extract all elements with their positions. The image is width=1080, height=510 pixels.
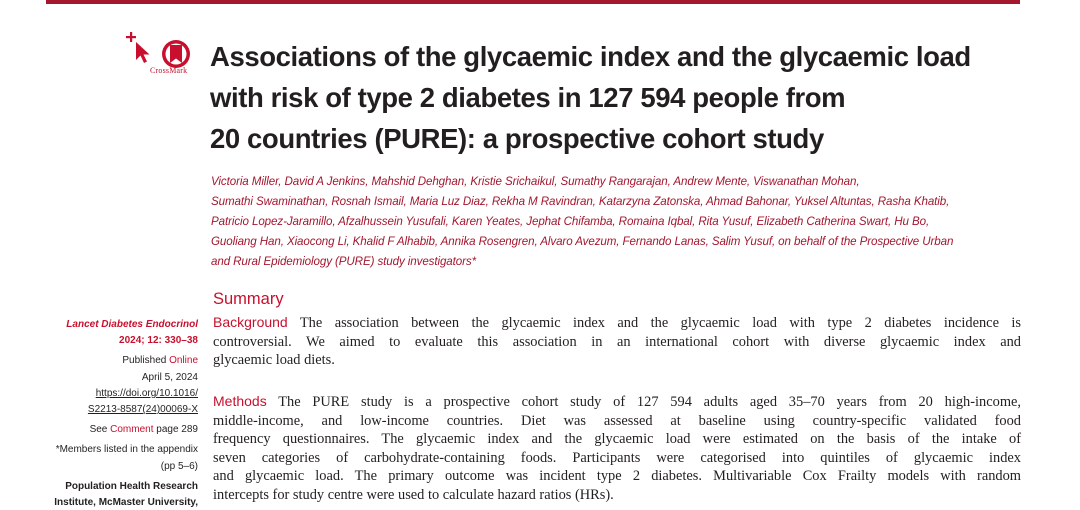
abstract-line [213,392,1021,412]
header-rule [46,0,1020,4]
abstract-text: The PURE study is a prospective cohort study of 127 594 adults aged 35–70 years from 20 high-income, [266,394,1021,410]
doi-link[interactable]: S2213-8587(24)00069-X [87,404,198,416]
summary-heading: Summary [213,290,284,308]
abstract-line: controversial. We aimed to evaluate this association in an international cohort with diverse glycaemic index and [213,333,1021,350]
journal-name[interactable]: Lancet Diabetes Endocrinol [66,319,198,330]
affiliation: Institute, McMaster University, [54,497,198,509]
members-note-pages: (pp 5–6) [160,460,198,472]
published-online: Online [169,355,198,367]
author-line: Guoliang Han, Xiaocong Li, Khalid F Alhabib, Annika Rosengren, Alvaro Avezum, Fernando Lanas, Salim Yusuf, on behalf of the Prospective Urban [211,235,954,248]
author-line: Patricio Lopez-Jaramillo, Afzalhussein Yusufali, Karen Yeates, Jephat Chifamba, Romaina Iqbal, Rita Yusuf, Elizabeth Catherina Swart, Hu Bo, [211,215,930,228]
crossmark-label: CrossMark [150,66,188,75]
abstract-line: frequency questionnaires. The glycaemic index and the glycaemic load were estimated on the basis of the intake of [213,431,1021,448]
author-line: and Rural Epidemiology (PURE) study investigators* [211,255,476,268]
abstract-line: glycaemic load diets. [213,352,335,369]
title-line: Associations of the glycaemic index and the glycaemic load [210,41,971,72]
abstract-methods [213,392,1021,505]
article-sidebar [18,317,198,510]
abstract-line: intercepts for study centre were used to calculate hazard ratios (HRs). [213,486,614,503]
title-line: 20 countries (PURE): a prospective cohort study [210,123,824,154]
methods-label: Methods [213,393,267,409]
abstract-line [213,313,1021,333]
crossmark-icon[interactable] [124,30,200,86]
see-prefix: See [89,424,111,436]
abstract-background [213,313,1021,370]
author-line: Sumathi Swaminathan, Rosnah Ismail, Maria Luz Diaz, Rekha M Ravindran, Katarzyna Zatonska, Ahmad Bahonar, Yuksel Altuntas, Rasha Khatib, [211,195,950,208]
abstract-line: seven categories of carbohydrate-containing foods. Participants were categorised into quintiles of glycaemic index [213,449,1021,466]
published-prefix: Published [122,355,170,367]
doi-link[interactable]: https://doi.org/10.1016/ [95,387,198,399]
see-comment-line [18,422,198,438]
author-list [211,172,1041,272]
published-line [18,353,198,369]
background-label: Background [213,314,288,330]
abstract-line: middle-income, and low-income countries. Diet was assessed at baseline using country-specific validated food [213,412,1021,429]
abstract-text: The association between the glycaemic index and the glycaemic load with type 2 diabetes incidence is [287,315,1021,331]
citation: 2024; 12: 330–38 [119,335,198,347]
comment-link[interactable]: Comment [110,424,154,436]
title-line: with risk of type 2 diabetes in 127 594 people from [210,82,846,113]
author-line: Victoria Miller, David A Jenkins, Mahshid Dehghan, Kristie Srichaikul, Sumathy Rangarajan, Andrew Mente, Viswanathan Mohan, [211,175,860,188]
published-date: April 5, 2024 [141,371,198,383]
members-note: *Members listed in the appendix [55,444,198,456]
see-suffix: page 289 [153,424,198,436]
affiliation: Population Health Research [65,480,198,492]
abstract-line: and glycaemic load. The primary outcome was incident type 2 diabetes. Multivariable Cox Frailty models with random [213,468,1021,485]
article-title [210,36,1040,159]
